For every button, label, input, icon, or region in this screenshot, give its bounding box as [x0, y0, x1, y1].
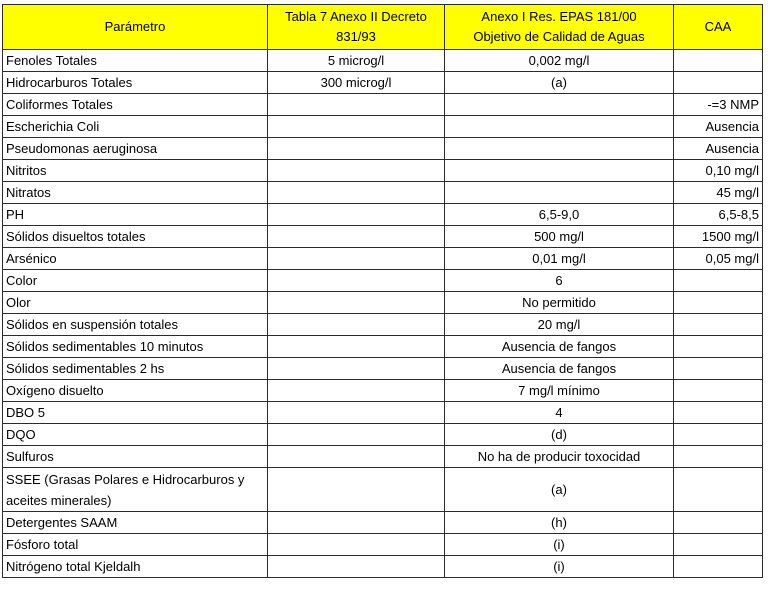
cell-tabla7: [268, 292, 445, 314]
cell-parametro: Sólidos en suspensión totales: [3, 314, 268, 336]
cell-anexo: 7 mg/l mínimo: [445, 380, 674, 402]
cell-parametro: Nitrógeno total Kjeldalh: [3, 556, 268, 578]
cell-caa: Ausencia: [674, 138, 763, 160]
cell-anexo: 0,01 mg/l: [445, 248, 674, 270]
cell-parametro: Coliformes Totales: [3, 94, 268, 116]
cell-parametro: Color: [3, 270, 268, 292]
cell-caa: [674, 468, 763, 512]
table-row: [3, 160, 763, 182]
table-row: [3, 468, 763, 512]
cell-tabla7: [268, 468, 445, 512]
cell-caa: Ausencia: [674, 116, 763, 138]
cell-tabla7: [268, 446, 445, 468]
cell-parametro: Pseudomonas aeruginosa: [3, 138, 268, 160]
cell-anexo: [445, 138, 674, 160]
cell-parametro: Fósforo total: [3, 534, 268, 556]
cell-anexo: [445, 182, 674, 204]
cell-tabla7: [268, 182, 445, 204]
cell-tabla7: [268, 314, 445, 336]
cell-parametro: Hidrocarburos Totales: [3, 72, 268, 94]
cell-anexo: Ausencia de fangos: [445, 358, 674, 380]
cell-parametro: Sulfuros: [3, 446, 268, 468]
cell-caa: 6,5-8,5: [674, 204, 763, 226]
table-row: [3, 226, 763, 248]
cell-caa: [674, 446, 763, 468]
table-row: [3, 292, 763, 314]
table-row: [3, 72, 763, 94]
header-anexo-line1: Anexo I Res. EPAS 181/00: [481, 9, 637, 24]
cell-parametro: Oxígeno disuelto: [3, 380, 268, 402]
header-tabla7-line2: 831/93: [336, 29, 376, 44]
table-row: [3, 534, 763, 556]
cell-anexo: 0,002 mg/l: [445, 50, 674, 72]
cell-parametro: PH: [3, 204, 268, 226]
table-row: [3, 380, 763, 402]
cell-tabla7: [268, 512, 445, 534]
cell-caa: [674, 512, 763, 534]
cell-tabla7: 300 microg/l: [268, 72, 445, 94]
table-row: [3, 314, 763, 336]
table-row: [3, 336, 763, 358]
cell-anexo: [445, 160, 674, 182]
cell-tabla7: [268, 94, 445, 116]
cell-caa: 0,10 mg/l: [674, 160, 763, 182]
cell-parametro: Escherichia Coli: [3, 116, 268, 138]
table-row: [3, 358, 763, 380]
cell-parametro: Detergentes SAAM: [3, 512, 268, 534]
cell-tabla7: [268, 204, 445, 226]
cell-tabla7: [268, 424, 445, 446]
cell-tabla7: [268, 160, 445, 182]
cell-caa: [674, 556, 763, 578]
cell-anexo: (i): [445, 556, 674, 578]
table-row: [3, 270, 763, 292]
cell-anexo: 6,5-9,0: [445, 204, 674, 226]
table-row: [3, 248, 763, 270]
cell-caa: -=3 NMP: [674, 94, 763, 116]
header-tabla7: [268, 5, 445, 50]
cell-anexo: (i): [445, 534, 674, 556]
cell-anexo: No ha de producir toxocidad: [445, 446, 674, 468]
cell-tabla7: [268, 534, 445, 556]
cell-tabla7: [268, 358, 445, 380]
table-row: [3, 402, 763, 424]
cell-anexo: (a): [445, 72, 674, 94]
table-row: [3, 512, 763, 534]
cell-caa: [674, 534, 763, 556]
table-row: [3, 116, 763, 138]
header-anexo-line2: Objetivo de Calidad de Aguas: [473, 29, 645, 44]
cell-caa: 45 mg/l: [674, 182, 763, 204]
cell-parametro: Sólidos sedimentables 10 minutos: [3, 336, 268, 358]
cell-parametro: SSEE (Grasas Polares e Hidrocarburos y aceites minerales): [3, 468, 268, 512]
cell-anexo: [445, 116, 674, 138]
cell-tabla7: [268, 138, 445, 160]
cell-tabla7: [268, 402, 445, 424]
cell-caa: [674, 336, 763, 358]
cell-tabla7: [268, 226, 445, 248]
table-row: [3, 446, 763, 468]
cell-tabla7: [268, 380, 445, 402]
header-row: [3, 5, 763, 50]
cell-tabla7: [268, 270, 445, 292]
cell-parametro: Nitratos: [3, 182, 268, 204]
cell-parametro: Olor: [3, 292, 268, 314]
cell-anexo: 20 mg/l: [445, 314, 674, 336]
cell-caa: 0,05 mg/l: [674, 248, 763, 270]
table-row: [3, 424, 763, 446]
cell-caa: [674, 402, 763, 424]
cell-parametro: DQO: [3, 424, 268, 446]
cell-anexo: (a): [445, 468, 674, 512]
cell-parametro: Sólidos disueltos totales: [3, 226, 268, 248]
table-row: [3, 556, 763, 578]
cell-caa: [674, 358, 763, 380]
cell-anexo: 6: [445, 270, 674, 292]
cell-caa: 1500 mg/l: [674, 226, 763, 248]
cell-tabla7: [268, 116, 445, 138]
header-anexo: [445, 5, 674, 50]
table-row: [3, 94, 763, 116]
cell-anexo: 4: [445, 402, 674, 424]
table-row: [3, 50, 763, 72]
cell-caa: [674, 292, 763, 314]
cell-tabla7: 5 microg/l: [268, 50, 445, 72]
table-row: [3, 204, 763, 226]
cell-parametro: Arsénico: [3, 248, 268, 270]
cell-tabla7: [268, 248, 445, 270]
cell-caa: [674, 270, 763, 292]
header-caa: CAA: [674, 5, 763, 50]
cell-anexo: [445, 94, 674, 116]
cell-anexo: Ausencia de fangos: [445, 336, 674, 358]
header-tabla7-line1: Tabla 7 Anexo II Decreto: [285, 9, 427, 24]
cell-parametro: Sólidos sedimentables 2 hs: [3, 358, 268, 380]
table-row: [3, 182, 763, 204]
cell-anexo: (d): [445, 424, 674, 446]
cell-caa: [674, 314, 763, 336]
header-parametro: Parámetro: [3, 5, 268, 50]
cell-caa: [674, 380, 763, 402]
cell-parametro: Nitritos: [3, 160, 268, 182]
cell-tabla7: [268, 336, 445, 358]
cell-tabla7: [268, 556, 445, 578]
cell-caa: [674, 50, 763, 72]
cell-anexo: 500 mg/l: [445, 226, 674, 248]
water-quality-table: [2, 4, 763, 578]
cell-caa: [674, 424, 763, 446]
cell-anexo: (h): [445, 512, 674, 534]
cell-parametro: Fenoles Totales: [3, 50, 268, 72]
table-row: [3, 138, 763, 160]
cell-caa: [674, 72, 763, 94]
cell-anexo: No permitido: [445, 292, 674, 314]
cell-parametro: DBO 5: [3, 402, 268, 424]
